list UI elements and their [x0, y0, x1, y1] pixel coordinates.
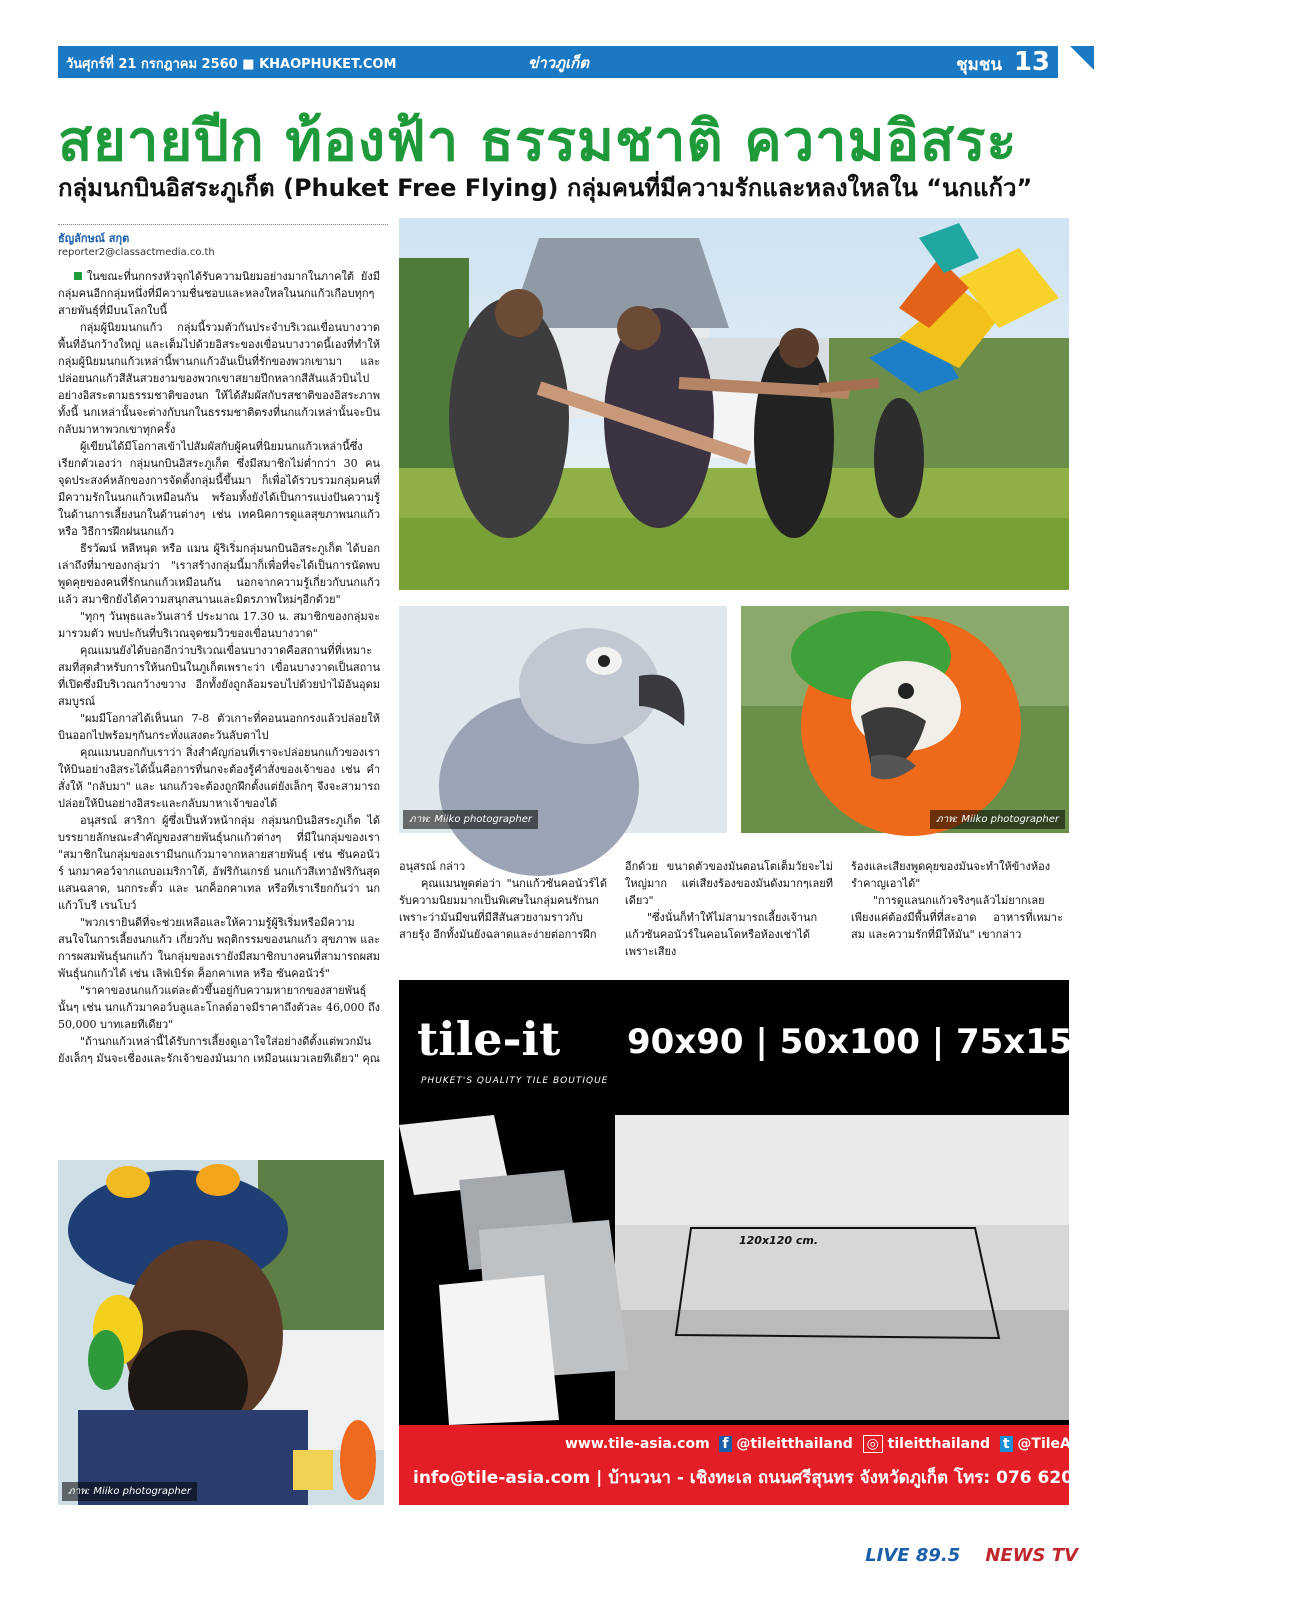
byline	[58, 224, 388, 258]
photo-credit: ภาพ: Miiko photographer	[930, 810, 1065, 829]
header-date: วันศุกร์ที่ 21 กรกฎาคม 2560 ■ KHAOPHUKET.COM	[66, 57, 397, 72]
article-paragraph: อีกด้วย ขนาดตัวของมันตอนโตเต็มวัยจะไม่ใหญ่มาก แต่เสียงร้องของมันดังมากๆเลยทีเดียว"	[625, 860, 833, 907]
ad-tagline: PHUKET'S QUALITY TILE BOUTIQUE	[421, 1076, 609, 1086]
photo-parrot-flying-group	[399, 218, 1069, 590]
photo-man-with-parrots	[58, 1160, 384, 1505]
byline-email: reporter2@classactmedia.co.th	[58, 247, 215, 258]
article-paragraph: คุณแมนพูดต่อว่า "นกแก้วซันคอนัวร์ได้รับความนิยมมากเป็นพิเศษในกลุ่มคนรักนกเพราะว่ามันมีขนที่มีสีสันสวยงามราวกับสายรุ้ง อีกทั้งมันยังฉลาดและง่ายต่อการฝึก	[399, 877, 607, 941]
twitter-icon: t	[1000, 1436, 1013, 1452]
grey-parrot-image	[399, 606, 727, 833]
article-paragraph: คุณแมนบอกกับเราว่า สิ่งสำคัญก่อนที่เราจะปล่อยนกแก้วของเราให้บินอย่างอิสระได้นั้นคือการที่นกจะต้องรู้คำสั่งของเจ้าของ เช่น คำสั่งให้ "กลับมา" และ นกแก้วจะต้องถูกฝึกตั้งแต่ยังเล็กๆ จึงจะสามารถปล่อยให้บินอย่างอิสระและกลับมาหาเจ้าของได้	[58, 746, 380, 810]
ad-website-link[interactable]: www.tile-asia.com	[565, 1436, 710, 1452]
photo-credit: ภาพ: Miiko photographer	[62, 1482, 197, 1501]
ad-facebook-link[interactable]: @tileitthailand	[736, 1436, 853, 1452]
article-column-4	[851, 858, 1063, 943]
square-bullet-icon	[74, 272, 82, 280]
byline-name: ธัญลักษณ์ สกุต	[58, 232, 130, 245]
article-paragraph: "ซึ่งนั่นก็ทำให้ไม่สามารถเลี้ยงเจ้านกแก้วซันคอนัวร์ในคอนโดหรือห้องเช่าได้ เพราะเสียง	[625, 911, 818, 958]
article-paragraph: ผู้เขียนได้มีโอกาสเข้าไปสัมผัสกับผู้คนที่นิยมนกแก้วเหล่านี้ซึ่งเรียกตัวเองว่า กลุ่มนกบินอิสระภูเก็ต ซึ่งมีสมาชิกไม่ต่ำกว่า 30 คน จุดประสงค์หลักของการจัดตั้งกลุ่มนี้ขึ้นมา ก็เพื่อได้รวบรวมกลุ่มคนที่มีความรักในนกแก้วเหมือนกัน พร้อมทั้งยังได้เป็นการแบ่งปันความรู้ในด้านการเลี้ยงนกในด้านต่างๆ เช่น เทคนิคการดูแลสุขภาพนกแก้ว หรือ วิธีการฝึกฝนนกแก้ว	[58, 440, 380, 538]
article-paragraph: "การดูแลนกแก้วจริงๆแล้วไม่ยากเลย เพียงแค่ต้องมีพื้นที่ที่สะอาด อาหารที่เหมาะสม และความรักที่มีให้มัน" เขากล่าว	[851, 894, 1063, 941]
macaw-image	[741, 606, 1069, 833]
article-paragraph: "พวกเรายินดีที่จะช่วยเหลือและให้ความรู้ผู้ริเริ่มหรือมีความสนใจในการเลี้ยงนกแก้ว เกี่ยวกับ พฤติกรรมของนกแก้ว สุขภาพ และการผสมพันธุ์นกแก้ว ในกลุ่มของเรายังมีสมาชิกบางคนที่สามารถผสมพันธุ์นกแก้วได้ เช่น เลิฟเบิร์ด ค็อกคาเทล หรือ ซันคอนัวร์"	[58, 916, 380, 980]
ad-brand-logo: tile-it	[417, 1012, 561, 1066]
man-with-parrots-image	[58, 1160, 384, 1505]
article-column-3	[625, 858, 833, 960]
photo-parrot-flying-image	[399, 218, 1069, 590]
masthead-logo: ข่าวภูเก็ต	[528, 54, 589, 72]
article-column-1	[58, 268, 380, 1148]
subheadline: กลุ่มนกบินอิสระภูเก็ต (Phuket Free Flying) กลุ่มคนที่มีความรักและหลงใหลใน “นกแก้ว”	[58, 174, 1033, 202]
article-paragraph: ธีรวัฒน์ หลีหนุด หรือ แมน ผู้ริเริ่มกลุ่มนกบินอิสระภูเก็ต ได้บอกเล่าถึงที่มาของกลุ่มว่า "เราสร้างกลุ่มนี้มาก็เพื่อที่จะได้เป็นการนัดพบพูดคุยของคนที่รักนกแก้วเหมือนกัน นอกจากความรู้เกี่ยวกับนกแก้วแล้ว สมาชิกยังได้ความสนุกสนานและมิตรภาพใหม่ๆอีกด้วย"	[58, 542, 380, 606]
article-paragraph: "ราคาของนกแก้วแต่ละตัวขึ้นอยู่กับความหายากของสายพันธุ์นั้นๆ เช่น นกแก้วมาคอว์บลูและโกลด์อาจมีราคาถึงตัวละ 46,000 ถึง 50,000 บาทเลยทีเดียว"	[58, 984, 380, 1031]
article-paragraph: "ผมมีโอกาสได้เห็นนก 7-8 ตัวเกาะที่คอนนอกกรงแล้วปล่อยให้บินออกไปพร้อมๆกันกระทั่งแสงตะวันลับตาไป	[58, 712, 380, 742]
ad-floor-image	[399, 1110, 1069, 1425]
corner-decoration	[1070, 46, 1094, 70]
footer-logos	[865, 1545, 1078, 1566]
ad-address: info@tile-asia.com | บ้านวนา - เชิงทะเล ถนนศรีสุนทร จังหวัดภูเก็ต โทร: 076 620 168	[413, 1468, 1115, 1488]
ad-sizes: 90x90 | 50x100 | 75x150 | 120x120	[627, 1022, 1296, 1062]
facebook-icon: f	[719, 1436, 731, 1452]
instagram-icon: ◎	[863, 1435, 883, 1453]
article-paragraph: คุณแมนยังได้บอกอีกว่าบริเวณเขื่อนบางวาดคือสถานที่ที่เหมาะสมที่สุดสำหรับการให้นกบินในภูเก็ตเพราะว่า เขื่อนบางวาดเป็นสถานที่เปิดซึ่งมีบริเวณกว้างขวาง อีกทั้งยังถูกล้อมรอบไปด้วยป่าไม้อันอุดมสมบูรณ์	[58, 644, 380, 708]
photo-credit: ภาพ: Miiko photographer	[403, 810, 538, 829]
article-paragraph: ในขณะที่นกกรงหัวจุกได้รับความนิยมอย่างมากในภาคใต้ ยังมีกลุ่มคนอีกกลุ่มหนึ่งที่มีความชื่นชอบและหลงใหลในนกแก้วเกือบทุกๆ สายพันธุ์ที่มีบนโลกใบนี้	[58, 270, 380, 317]
article-paragraph: ร้องและเสียงพูดคุยของมันจะทำให้ข้างห้องรำคาญเอาได้"	[851, 860, 1051, 890]
section-name: ชุมชน	[956, 55, 1002, 75]
tile-it-advertisement[interactable]	[399, 980, 1296, 1505]
article-paragraph: "ถ้านกแก้วเหล่านี้ได้รับการเลี้ยงดูเอาใจใส่อย่างดีตั้งแต่พวกมันยังเล็กๆ มันจะเชื่องและรักเจ้าของมันมาก เหมือนแมวเลยทีเดียว" คุณ	[58, 1035, 380, 1065]
ad-instagram-link[interactable]: tileitthailand	[887, 1436, 991, 1452]
article-paragraph: กลุ่มผู้นิยมนกแก้ว กลุ่มนี้รวมตัวกันประจำบริเวณเขื่อนบางวาด พื้นที่อันกว้างใหญ่ และเต็มไปด้วยอิสระของเขื่อนบางวาดนี้เองที่ทำให้กลุ่มผู้นิยมนกแก้วเหล่านี้พานกแก้วอันเป็นที่รักของพวกเขามา และปล่อยนกแก้วสีสันสวยงามของพวกเขาสยายปีกหลากสีสันแล้วบินไปอย่างอิสระตามธรรมชาติของนก ให้ได้สัมผัสกับรสชาติของอิสระภาพ ทั้งนี้ นกเหล่านั้นจะต่างกับนกในธรรมชาติตรงที่นกแก้วเหล่านั้นจะบินกลับมาหาพวกเขาทุกครั้ง	[58, 321, 380, 436]
article-paragraph: อนุสรณ์ สาริกา ผู้ซึ่งเป็นหัวหน้ากลุ่ม กลุ่มนกบินอิสระภูเก็ต ได้บรรยายลักษณะสำคัญของสายพันธุ์นกแก้วต่างๆ ที่มีในกลุ่มของเรา "สมาชิกในกลุ่มของเรามีนกแก้วมาจากหลายสายพันธุ์ เช่น ซันคอนัวร์ นกมาคอว์จากแถบอเมริกาใต้, อัฟริกันเกรย์ นกแก้วสีเทาอัฟริกันสุดแสนฉลาด, นกกระตั้ว และ นกค็อกคาเทล หรือที่เราเรียกกันว่า นกแก้วโบรี เรนโบว์	[58, 814, 380, 912]
article-column-2	[399, 858, 607, 943]
ad-floor-label: 120x120 cm.	[739, 1234, 819, 1247]
page-number: 13	[1013, 47, 1050, 77]
headline: สยายปีก ท้องฟ้า ธรรมชาติ ความอิสระ	[58, 109, 1018, 174]
live-radio-logo: LIVE 89.5	[865, 1545, 961, 1566]
photo-macaw	[741, 606, 1069, 833]
page-header	[58, 46, 1058, 78]
ad-twitter-link[interactable]: @TileAsia	[1017, 1436, 1094, 1452]
article-paragraph: อนุสรณ์ กล่าว	[399, 860, 466, 873]
photo-african-grey-parrot	[399, 606, 727, 833]
ad-social-links[interactable]	[565, 1436, 1093, 1452]
article-paragraph: "ทุกๆ วันพุธและวันเสาร์ ประมาณ 17.30 น. สมาชิกของกลุ่มจะมารวมตัว พบปะกันที่บริเวณจุดชมวิวของเขื่อนบางวาด"	[58, 610, 380, 640]
news-tv-logo: NEWS TV	[985, 1545, 1078, 1566]
